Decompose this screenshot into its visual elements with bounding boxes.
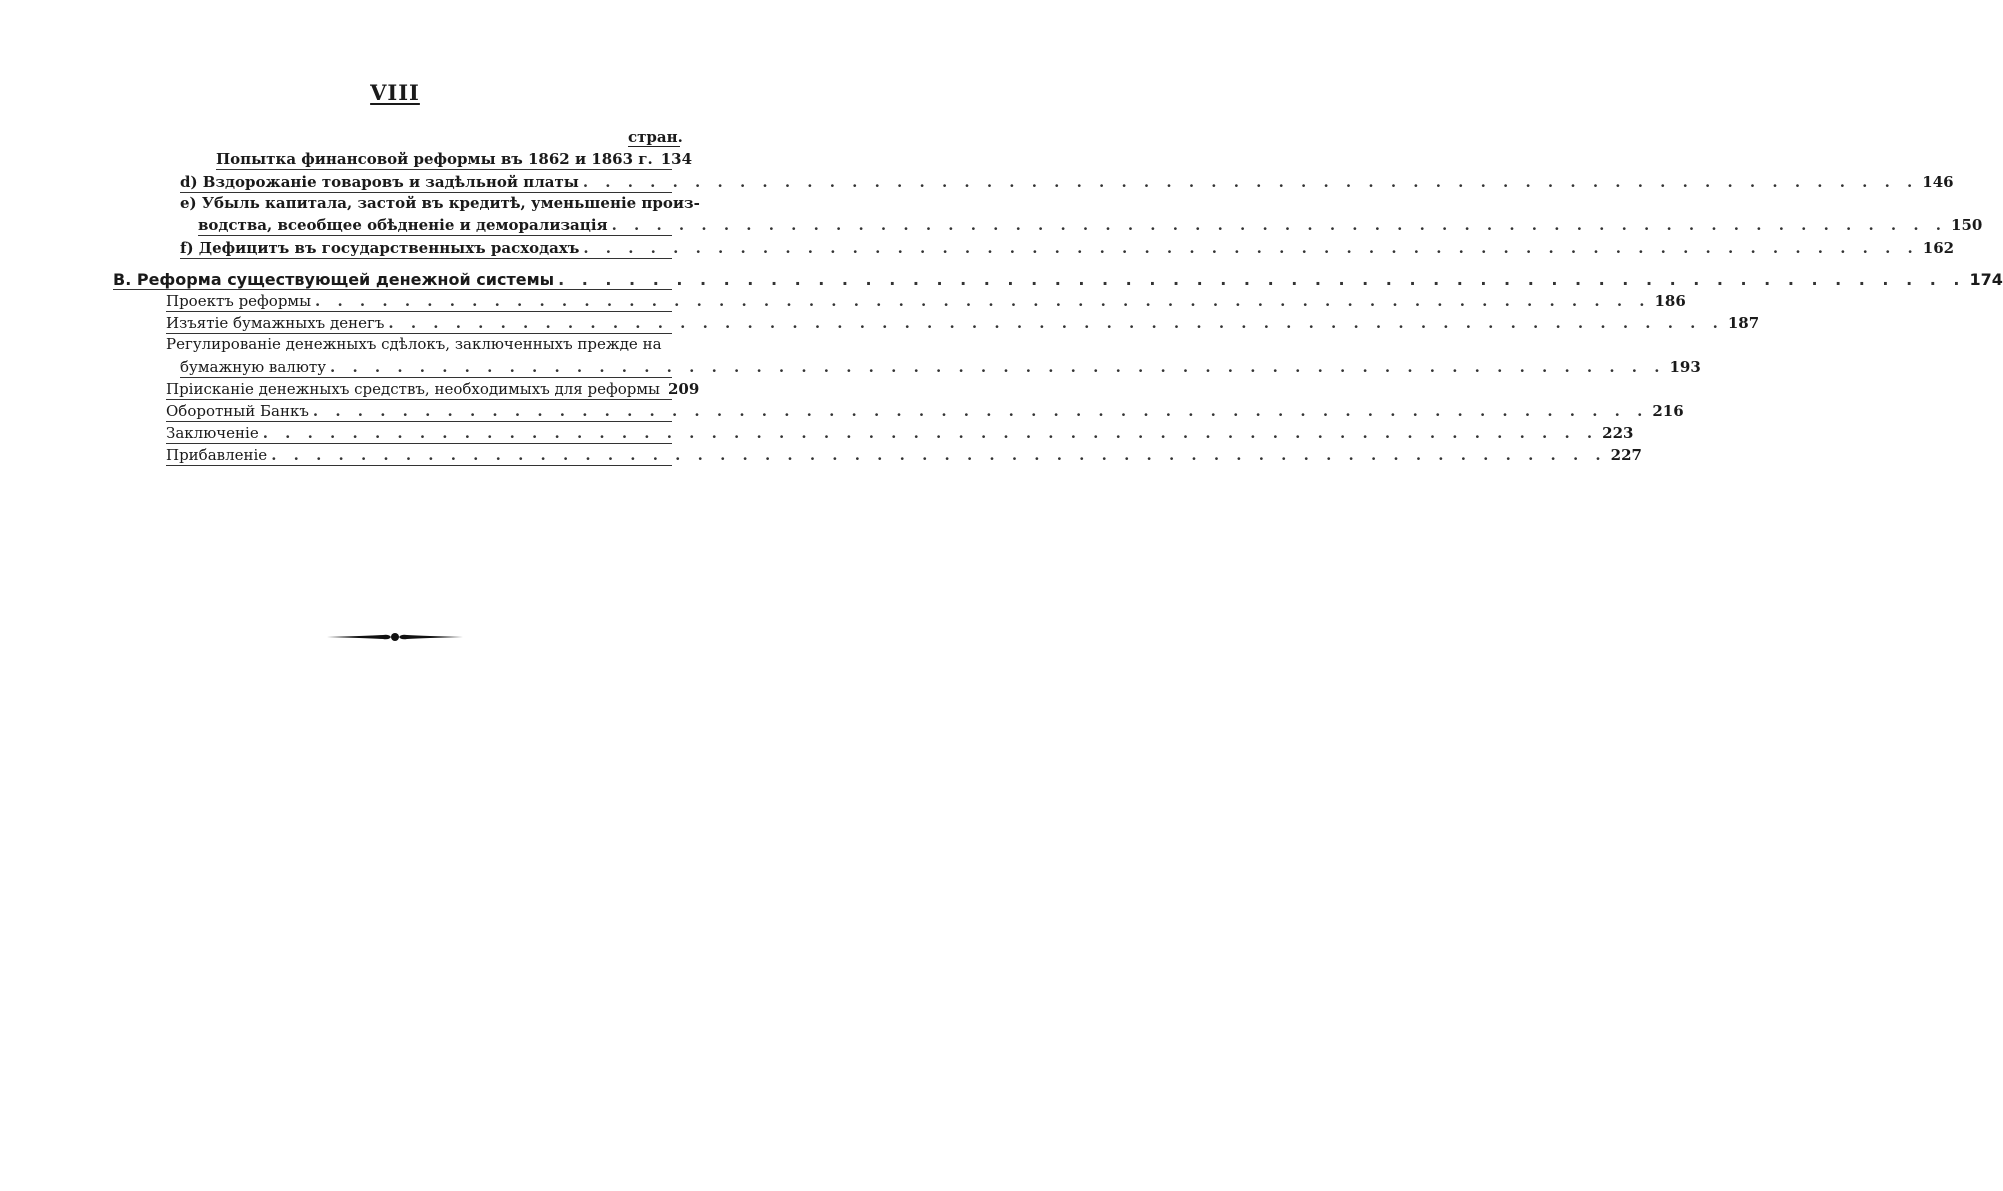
toc-entry-page: 150 [1951, 216, 1983, 234]
dot-leader [612, 216, 1947, 235]
page-number: VIII [370, 80, 420, 105]
dot-leader [388, 314, 1723, 333]
dot-leader [315, 292, 1650, 311]
toc-entry [166, 446, 1642, 466]
toc-entry-page: 193 [1669, 358, 1701, 376]
toc-entry-page: 174 [1969, 270, 2003, 289]
toc-entry-title: Проектъ реформы [166, 292, 312, 310]
toc-entry [166, 402, 1684, 422]
toc-entry-title: B. Реформа существующей денежной системы [113, 270, 555, 289]
page-column-header: стран. [628, 128, 683, 146]
toc-entry [180, 239, 1955, 259]
dot-leader [313, 402, 1648, 421]
toc-entry [166, 380, 700, 400]
toc-entry-title: водства, всеобщее обѣдненiе и деморализацiя [198, 216, 608, 234]
toc-entry-title: Прибавленiе [166, 446, 268, 464]
ornament-divider [325, 628, 465, 646]
toc-section-entry [113, 270, 2003, 290]
dot-leader [330, 358, 1665, 377]
toc-entry [166, 314, 1760, 334]
toc-entry-page: 134 [660, 150, 693, 168]
toc-entry-page: 187 [1727, 314, 1760, 332]
toc-entry [216, 150, 693, 170]
dot-leader [263, 424, 1598, 443]
toc-entry-title: Заключенiе [166, 424, 259, 442]
dot-leader [558, 270, 1965, 289]
toc-entry-title: Прiисканiе денежныхъ средствъ, необходимыхъ для реформы [166, 380, 660, 398]
dot-leader [583, 239, 1918, 258]
toc-entry-title: бумажную валюту [180, 358, 327, 376]
toc-entry-title: f) Дефицитъ въ государственныхъ расходахъ [180, 239, 580, 257]
toc-entry [198, 216, 1983, 236]
toc-entry [166, 292, 1686, 312]
toc-entry-page: 209 [667, 380, 700, 398]
toc-entry-title: d) Вздорожанiе товаровъ и задѣльной платы [180, 173, 579, 191]
dot-leader [583, 173, 1918, 192]
toc-entry-page: 146 [1922, 173, 1954, 191]
toc-entry-page: 227 [1610, 446, 1642, 464]
toc-entry-page: 216 [1652, 402, 1684, 420]
toc-entry-title-line1: e) Убыль капитала, застой въ кредитѣ, уменьшенiе произ- [180, 194, 700, 212]
toc-entry [166, 424, 1634, 444]
toc-entry-title-line1: Регулированiе денежныхъ сдѣлокъ, заключенныхъ прежде на [166, 335, 662, 353]
toc-entry-title: Изъятiе бумажныхъ денегъ [166, 314, 385, 332]
toc-entry-title: Оборотный Банкъ [166, 402, 309, 420]
toc-entry-page: 223 [1602, 424, 1634, 442]
toc-entry-page: 186 [1654, 292, 1686, 310]
toc-entry [180, 173, 1954, 193]
toc-entry-title: Попытка финансовой реформы въ 1862 и 1863 г. [216, 150, 653, 168]
toc-entry-page: 162 [1922, 239, 1955, 257]
dot-leader [271, 446, 1606, 465]
toc-entry [180, 358, 1701, 378]
